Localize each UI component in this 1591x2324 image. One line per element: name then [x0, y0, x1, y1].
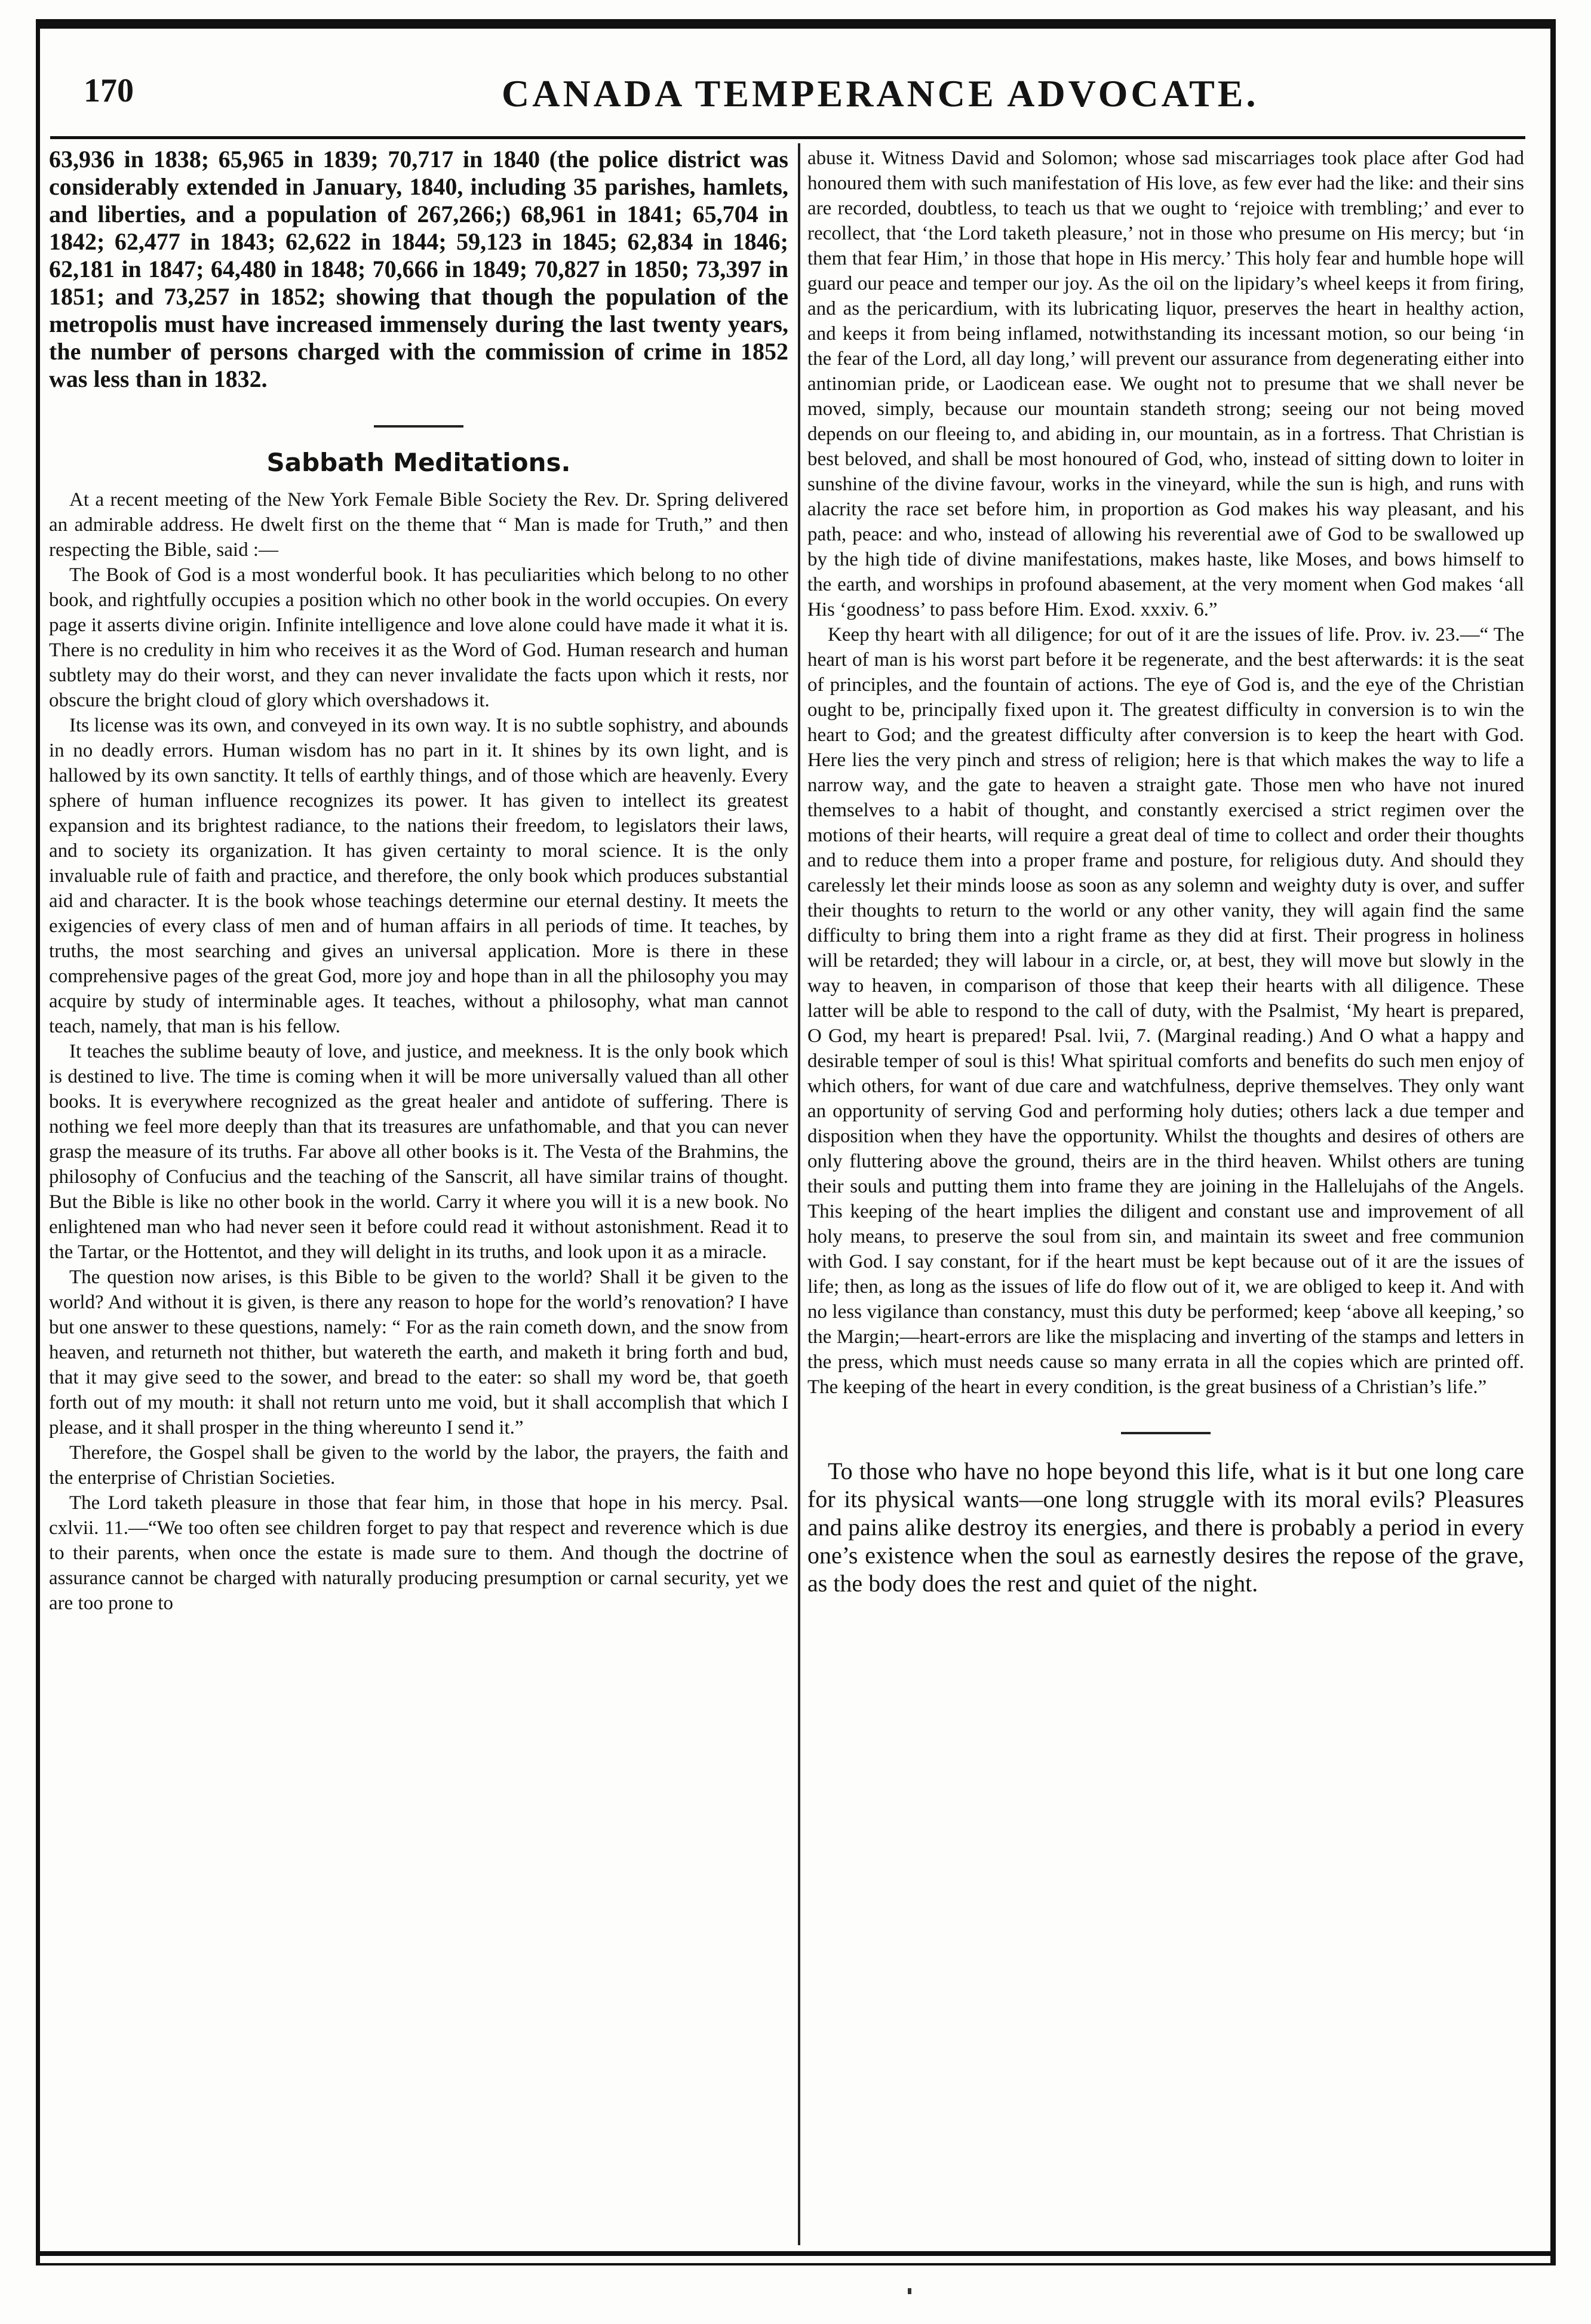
page-border-left	[36, 19, 40, 2264]
header-rule	[50, 136, 1525, 139]
article-paragraph: The Lord taketh pleasure in those that fear him, in those that hope in his mercy. Psal. cxlvii. 11.—“We too often see children forget to pay that respect and reverence which is due to their parents, when once the estate is made sure to them. And though the doctrine of assurance cannot be charged with naturally producing presumption or carnal security, yet we are too prone to	[49, 1492, 788, 1614]
page-border-bottom-thin	[36, 2263, 1556, 2265]
section-title: Sabbath Meditations.	[266, 448, 571, 477]
column-divider	[798, 143, 800, 2245]
page-header	[84, 72, 1517, 125]
right-column	[807, 146, 1524, 1597]
article-paragraph: Keep thy heart with all diligence; for out of it are the issues of life. Prov. iv. 23.—“ The heart of man is his worst part before it be regenerate, and the best afterwards: it is the seat of principles, and the fountain of actions. The eye of God is, and the eye of the Christian ought to be, principally fixed upon it. The greatest difficulty in conversion is to win the heart to God; and the greatest difficulty after conversion is to keep the heart with God. Here lies the very pinch and stress of religion; here is that which makes the way to life a narrow way, and the gate to heaven a straight gate. Those men who have not inured themselves to a habit of thought, and constantly exercised a strict regimen over the motions of their hearts, will require a great deal of time to collect and order their thoughts and to reduce them into a proper frame and posture, for religious duty. And should they carelessly let their minds loose as soon as any solemn and weighty duty is over, and suffer their thoughts to return to the world or any other vanity, they will again find the same difficulty to bring them into a right frame as they did at first. Their progress in holiness will be retarded; they will labour in a circle, or, at best, they will move but slowly in the way to heaven, in comparison of those that keep their hearts with all diligence. These latter will be able to respond to the call of duty, with the Psalmist, ‘My heart is prepared, O God, my heart is prepared! Psal. lvii, 7. (Marginal reading.) And O what a happy and desirable temper of soul is this! What spiritual comforts and benefits do such men enjoy of which others, for want of due care and watchfulness, deprive themselves. They only want an opportunity of serving God and performing holy duties; others lack a due temper and disposition when they have the opportunity. Whilst the thoughts and desires of others are only fluttering above the ground, theirs are in the third heaven. Whilst others are tuning their souls and putting them into frame they are joining in the Hallelujahs of the Angels. This keeping of the heart implies the diligent and constant use and improvement of all holy means, to preserve the soul from sin, and maintain its sweet and free communion with God. I say constant, for if the heart must be kept because out of it are the issues of life; then, as long as the issues of life do flow out of it, we are obliged to keep it. And with no less vigilance than constancy, must this duty be performed; keep ‘above all keeping,’ so the Margin;—heart-errors are like the misplacing and inverting of the stamps and letters in the press, which must needs cause so many errata in all the copies which are printed off. The keeping of the heart in every condition, is the great business of a Christian’s life.”	[807, 624, 1524, 1398]
page-border-top	[36, 19, 1556, 29]
article-paragraph: The Book of God is a most wonderful book. It has peculiarities which belong to no other book, and rightfully occupies a position which no other book in the world occupies. On every page it asserts divine origin. Infinite intelligence and love alone could have made it what it is. There is no credulity in him who receives it as the Word of God. Human research and human subtlety may do their worst, and they can never invalidate the facts upon which it rests, nor obscure the bright cloud of glory which overshadows it.	[49, 564, 788, 711]
left-column	[49, 146, 788, 1616]
print-mark	[908, 2288, 911, 2294]
article-paragraph: At a recent meeting of the New York Female Bible Society the Rev. Dr. Spring delivered an admirable address. He dwelt first on the theme that “ Man is made for Truth,” and then respecting the Bible, said :—	[49, 489, 788, 561]
section-divider	[1121, 1432, 1211, 1434]
page-border-right	[1550, 19, 1556, 2264]
journal-title: CANADA TEMPERANCE ADVOCATE.	[502, 72, 1259, 115]
article-paragraph: abuse it. Witness David and Solomon; whose sad miscarriages took place after God had honoured them with such manifestation of His love, as few ever had the like: and their sins are recorded, doubtless, to teach us that we ought to ‘rejoice with trembling;’ and ever to recollect, that ‘the Lord taketh pleasure,’ not in those who presume on His mercy; but ‘in them that fear Him,’ in those that hope in His mercy.’ This holy fear and humble hope will guard our peace and temper our joy. As the oil on the lipidary’s wheel keeps it from firing, and as the pericardium, with its lubricating liquor, preserves the heart in healthy action, and keeps it from being inflamed, notwithstanding its incessant motion, so our being ‘in the fear of the Lord, all day long,’ will prevent our assurance from degenerating either into antinomian pride, or Laodicean ease. We ought not to presume that we shall never be moved, simply, because our mountain standeth strong; seeing our not being moved depends on our fleeing to, and abiding in, our mountain, as in a fortress. That Christian is best beloved, and shall be most honoured of God, who, instead of sitting down to loiter in sunshine of the divine favour, works in the vineyard, while the sun is high, and runs with alacrity the race set before him, in proportion as God makes his way pleasant, and his path, peace: and who, instead of allowing his reverential awe of God to be swallowed up by the high tide of divine manifestations, makes haste, like Moses, and bows himself to the earth, and worships in profound abasement, at the very moment when God makes ‘all His ‘goodness’ to pass before Him. Exod. xxxiv. 6.”	[807, 147, 1524, 620]
page-border-bottom	[36, 2251, 1556, 2256]
article-paragraph: It teaches the sublime beauty of love, and justice, and meekness. It is the only book which is destined to live. The time is coming when it will be more universally valued than all other books. It is everywhere recognized as the great healer and antidote of suffering. There is nothing we feel more deeply than that its treasures are unfathomable, and that you can never grasp the measure of its truths. Far above all other books is it. The Vesta of the Brahmins, the philosophy of Confucius and the teaching of the Sanscrit, all have similar trains of thought. But the Bible is like no other book in the world. Carry it where you will it is a new book. No enlightened man who had never seen it before could read it without astonishment. Read it to the Tartar, or the Hottentot, and they will delight in its truths, and look upon it as a miracle.	[49, 1041, 788, 1263]
article-paragraph: Its license was its own, and conveyed in its own way. It is no subtle sophistry, and abounds in no deadly errors. Human wisdom has no part in it. It shines by its own light, and is hallowed by its own sanctity. It tells of earthly things, and of those which are heavenly. Every sphere of human influence recognizes its power. It has given to intellect its greatest expansion and its brightest radiance, to the nations their freedom, to legislators their laws, and to society its organization. It has given certainty to moral science. It is the only invaluable rule of faith and practice, and therefore, the only book which produces substantial aid and character. It is the book whose teachings determine our eternal destiny. It meets the exigencies of every class of men and of human affairs in all periods of time. It teaches, by truths, the most searching and gives an universal application. More is there in these comprehensive pages of the great God, more joy and hope than in all the philosophy you may acquire by study of interminable ages. It teaches, without a philosophy, what man cannot teach, namely, that man is his fellow.	[49, 715, 788, 1037]
article-paragraph: Therefore, the Gospel shall be given to the world by the labor, the prayers, the faith and the enterprise of Christian Societies.	[49, 1442, 788, 1489]
section-divider	[374, 425, 463, 428]
crime-statistics-paragraph: 63,936 in 1838; 65,965 in 1839; 70,717 in 1840 (the police district was considerably extended in January, 1840, including 35 parishes, hamlets, and liberties, and a population of 267,266;) 68,961 in 1841; 65,704 in 1842; 62,477 in 1843; 62,622 in 1844; 59,123 in 1845; 62,834 in 1846; 62,181 in 1847; 64,480 in 1848; 70,666 in 1849; 70,827 in 1850; 73,397 in 1851; and 73,257 in 1852; showing that though the population of the metropolis must have increased immensely during the last twenty years, the number of persons charged with the commission of crime in 1852 was less than in 1832.	[49, 146, 788, 392]
article-paragraph: The question now arises, is this Bible to be given to the world? Shall it be given to the world? And without it is given, is there any reason to hope for the world’s renovation? I have but one answer to these questions, namely: “ For as the rain cometh down, and the snow from heaven, and returneth not thither, but watereth the earth, and maketh it bring forth and bud, that it may give seed to the sower, and bread to the eater: so shall my word be, that goeth forth out of my mouth: it shall not return unto me void, but it shall accomplish that which I please, and it shall prosper in the thing whereunto I send it.”	[49, 1266, 788, 1438]
page-number: 170	[84, 72, 134, 109]
closing-paragraph: To those who have no hope beyond this life, what is it but one long care for its physical wants—one long struggle with its moral evils? Pleasures and pains alike destroy its energies, and there is probably a period in every one’s existence when the soul as earnestly desires the repose of the grave, as the body does the rest and quiet of the night.	[807, 1458, 1524, 1597]
